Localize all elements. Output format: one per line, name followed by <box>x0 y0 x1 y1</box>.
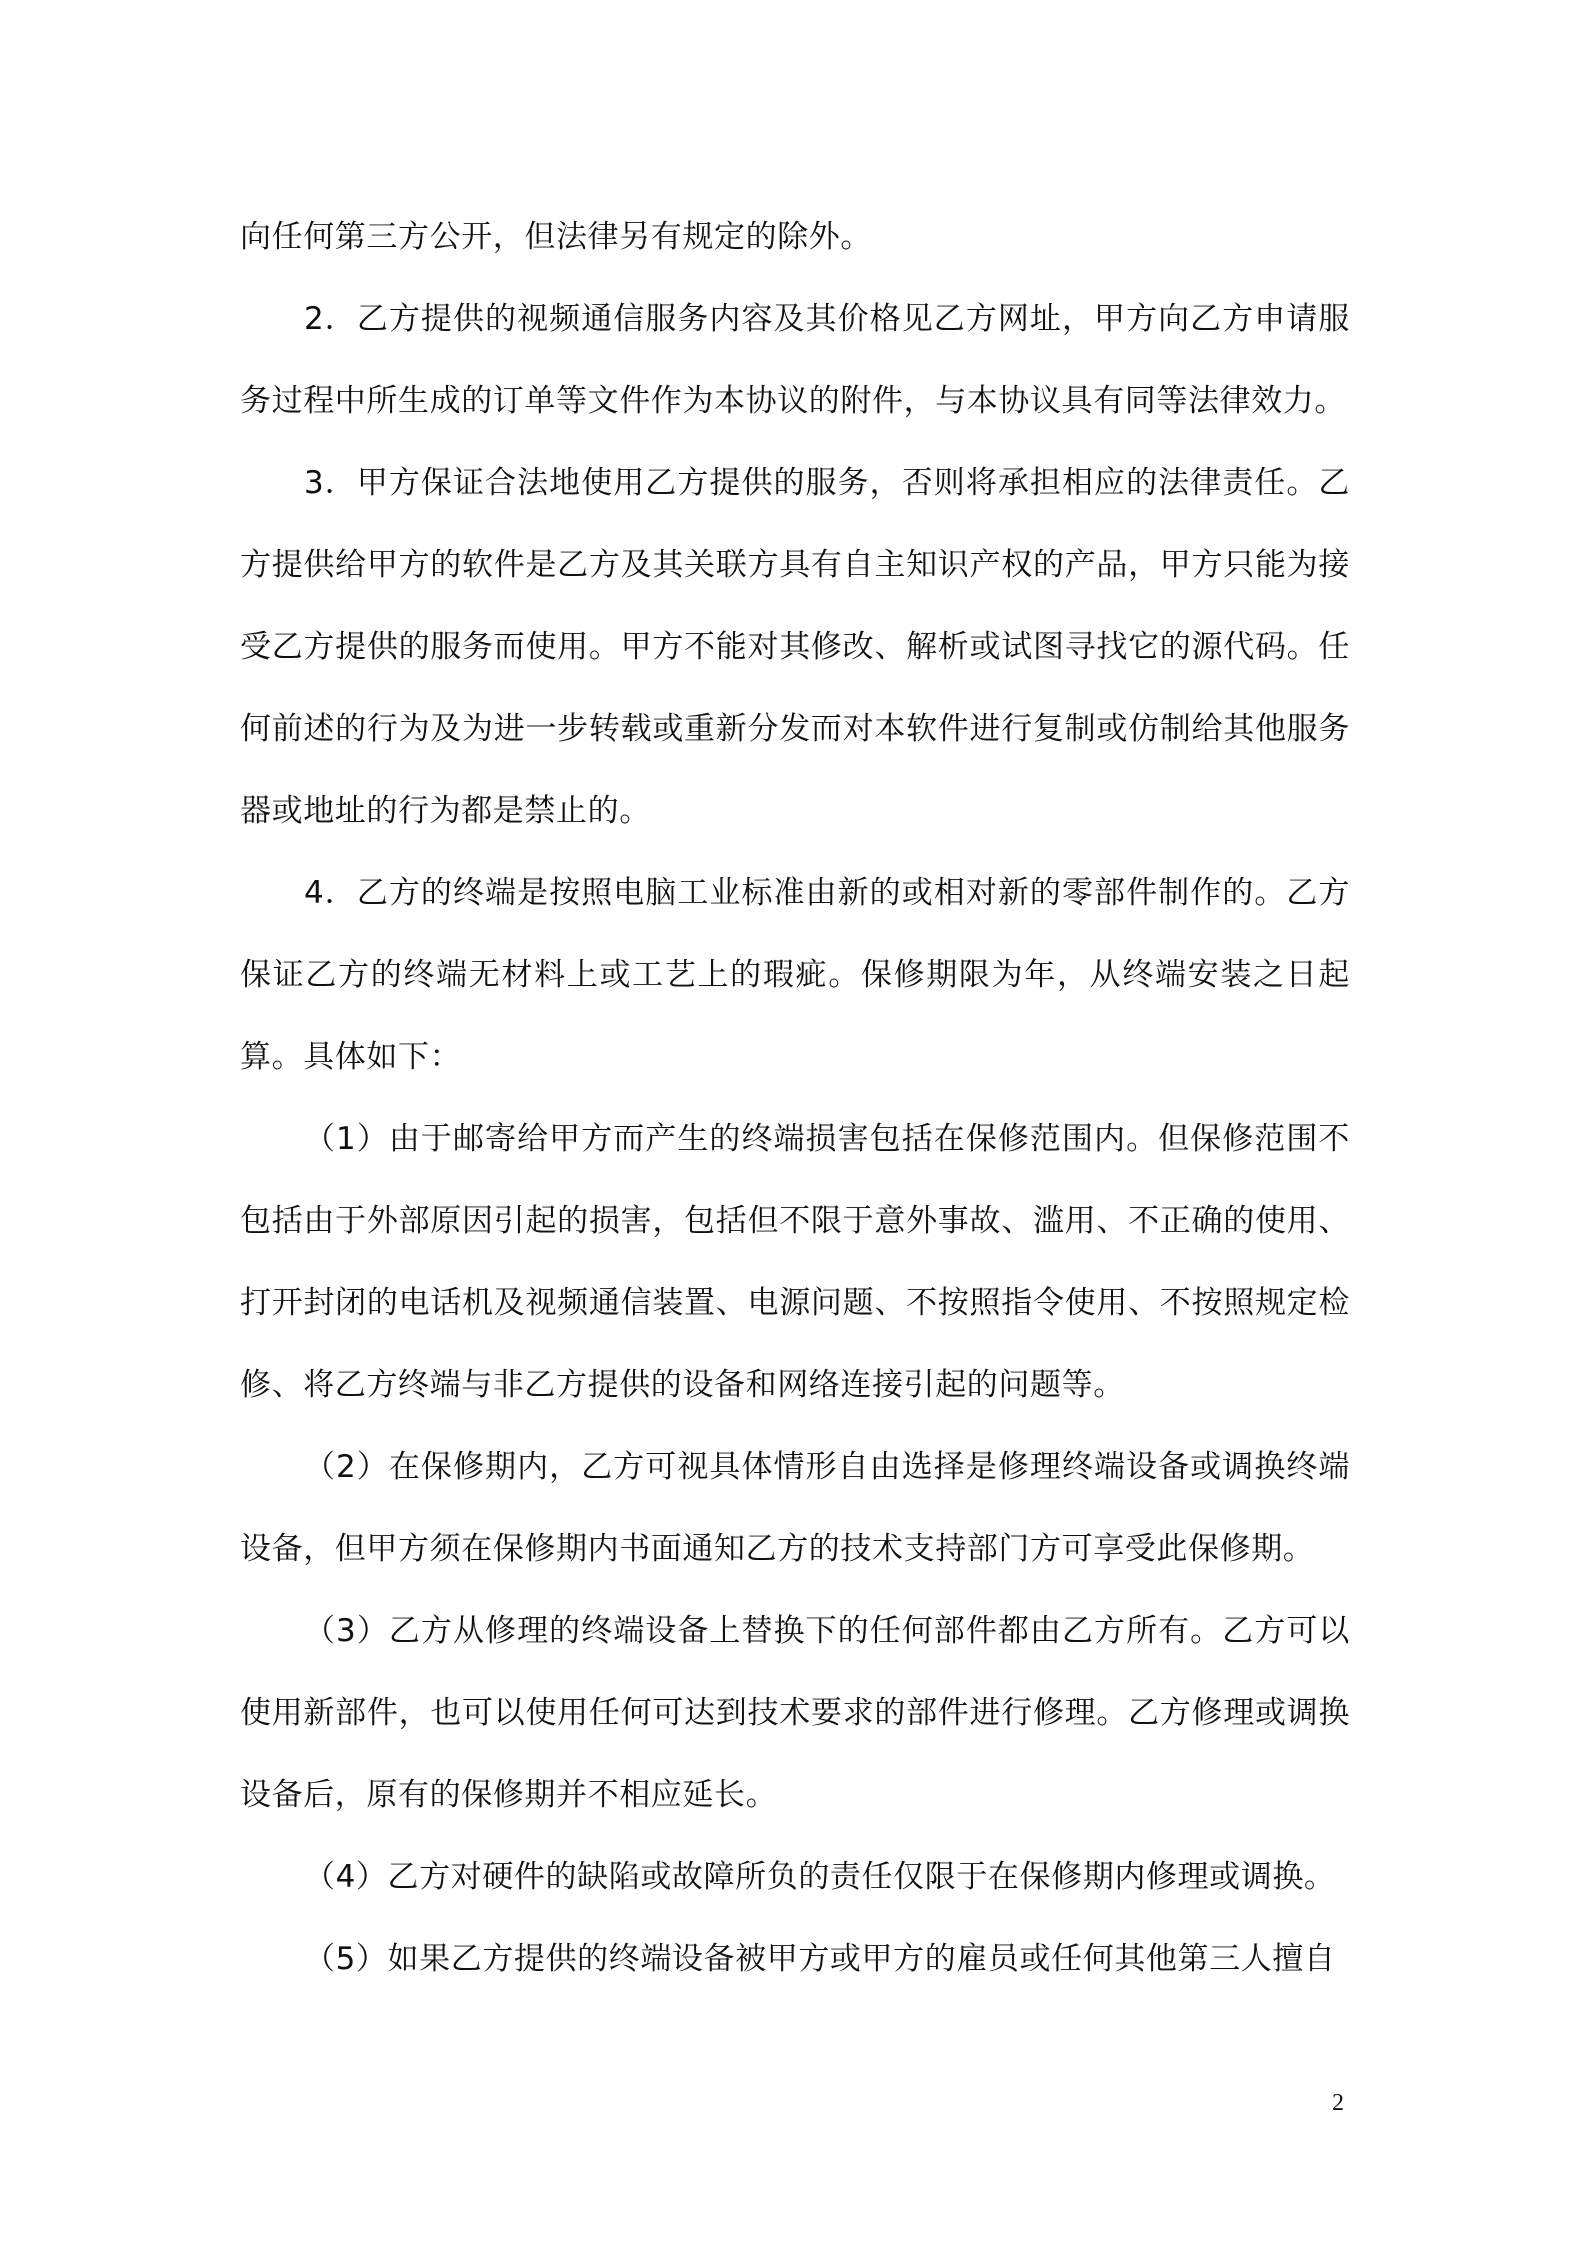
paragraph-clause-4: 4．乙方的终端是按照电脑工业标准由新的或相对新的零部件制作的。乙方保证乙方的终端无材料上或工艺上的瑕疵。保修期限为年，从终端安装之日起算。具体如下： <box>240 875 1350 1075</box>
paragraph-clause-2: 2．乙方提供的视频通信服务内容及其价格见乙方网址，甲方向乙方申请服务过程中所生成的订单等文件作为本协议的附件，与本协议具有同等法律效力。 <box>240 301 1350 419</box>
paragraph-subclause-5: （5）如果乙方提供的终端设备被甲方或甲方的雇员或任何其他第三人擅自 <box>304 1941 1336 1977</box>
paragraph-clause-3: 3．甲方保证合法地使用乙方提供的服务，否则将承担相应的法律责任。乙方提供给甲方的软件是乙方及其关联方具有自主知识产权的产品，甲方只能为接受乙方提供的服务而使用。甲方不能对其修改、解析或试图寻找它的源代码。任何前述的行为及为进一步转载或重新分发而对本软件进行复制或仿制给其他服务器或地址的行为都是禁止的。 <box>240 465 1350 829</box>
document-body <box>240 196 1350 2000</box>
paragraph-subclause-4: （4）乙方对硬件的缺陷或故障所负的责任仅限于在保修期内修理或调换。 <box>304 1859 1336 1895</box>
page-number: 2 <box>1332 2090 1344 2116</box>
paragraph-subclause-2: （2）在保修期内，乙方可视具体情形自由选择是修理终端设备或调换终端设备，但甲方须在保修期内书面通知乙方的技术支持部门方可享受此保修期。 <box>240 1449 1350 1567</box>
paragraph-continuation: 向任何第三方公开，但法律另有规定的除外。 <box>240 219 872 255</box>
paragraph-subclause-1: （1）由于邮寄给甲方而产生的终端损害包括在保修范围内。但保修范围不包括由于外部原因引起的损害，包括但不限于意外事故、滥用、不正确的使用、打开封闭的电话机及视频通信装置、电源问题、不按照指令使用、不按照规定检修、将乙方终端与非乙方提供的设备和网络连接引起的问题等。 <box>240 1121 1350 1403</box>
paragraph-subclause-3: （3）乙方从修理的终端设备上替换下的任何部件都由乙方所有。乙方可以使用新部件，也可以使用任何可达到技术要求的部件进行修理。乙方修理或调换设备后，原有的保修期并不相应延长。 <box>240 1613 1350 1813</box>
